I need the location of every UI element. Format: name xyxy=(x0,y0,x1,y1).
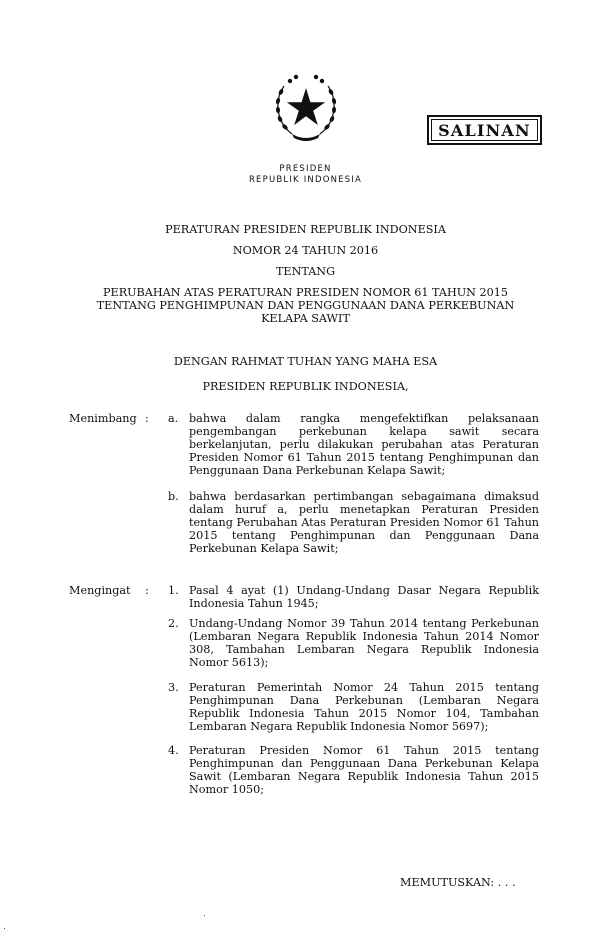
mengingat-marker-4: 4. xyxy=(168,744,179,757)
mengingat-colon: : xyxy=(145,584,149,597)
preamble-divine: DENGAN RAHMAT TUHAN YANG MAHA ESA xyxy=(173,355,438,368)
scan-speck xyxy=(204,915,205,916)
office-republic: REPUBLIK INDONESIA xyxy=(248,175,363,185)
mengingat-marker-2: 2. xyxy=(168,617,179,630)
title-subject-3: KELAPA SAWIT xyxy=(261,312,350,325)
mengingat-item-3: Peraturan Pemerintah Nomor 24 Tahun 2015 tentang Penghimpunan Dana Perkebunan (Lembaran Negara Republik Indonesia Tahun 2015 Nomor 104, Tambahan Lembaran Negara Republik Indonesia Nomor 5697); xyxy=(189,681,539,733)
salinan-stamp xyxy=(427,115,542,145)
menimbang-label: Menimbang xyxy=(69,412,137,425)
menimbang-marker-a: a. xyxy=(168,412,179,425)
mengingat-item-1: Pasal 4 ayat (1) Undang-Undang Dasar Negara Republik Indonesia Tahun 1945; xyxy=(189,584,539,610)
mengingat-marker-1: 1. xyxy=(168,584,179,597)
mengingat-label: Mengingat xyxy=(69,584,131,597)
mengingat-item-4: Peraturan Presiden Nomor 61 Tahun 2015 tentang Penghimpunan dan Penggunaan Dana Perkebunan Kelapa Sawit (Lembaran Negara Republik Indonesia Tahun 2015 Nomor 1050; xyxy=(189,744,539,796)
scan-speck xyxy=(4,928,5,929)
mengingat-marker-3: 3. xyxy=(168,681,179,694)
title-subject-2: TENTANG PENGHIMPUNAN DAN PENGGUNAAN DANA PERKEBUNAN xyxy=(96,299,515,312)
preamble-president: PRESIDEN REPUBLIK INDONESIA, xyxy=(202,380,409,393)
continuation-marker: MEMUTUSKAN: . . . xyxy=(400,876,516,889)
mengingat-item-2: Undang-Undang Nomor 39 Tahun 2014 tentang Perkebunan (Lembaran Negara Republik Indonesia Tahun 2014 Nomor 308, Tambahan Lembaran Negara Republik Indonesia Nomor 5613); xyxy=(189,617,539,669)
menimbang-item-a: bahwa dalam rangka mengefektifkan pelaksanaan pengembangan perkebunan kelapa sawit secara berkelanjutan, perlu dilakukan perubahan atas Peraturan Presiden Nomor 61 Tahun 2015 tentang Penghimpunan dan Penggunaan Dana Perkebunan Kelapa Sawit; xyxy=(189,412,539,477)
garuda-emblem-icon xyxy=(268,72,344,144)
title-subject-1: PERUBAHAN ATAS PERATURAN PRESIDEN NOMOR 61 TAHUN 2015 xyxy=(103,286,508,299)
menimbang-colon: : xyxy=(145,412,149,425)
menimbang-marker-b: b. xyxy=(168,490,179,503)
office-president: PRESIDEN xyxy=(279,164,332,174)
title-number: NOMOR 24 TAHUN 2016 xyxy=(232,244,379,257)
title-about: TENTANG xyxy=(275,265,336,278)
menimbang-item-b: bahwa berdasarkan pertimbangan sebagaimana dimaksud dalam huruf a, perlu menetapkan Peraturan Presiden tentang Perubahan Atas Peraturan Presiden Nomor 61 Tahun 2015 tentang Penghimpunan dan Penggunaan Dana Perkebunan Kelapa Sawit; xyxy=(189,490,539,555)
salinan-stamp-text: SALINAN xyxy=(438,120,531,140)
title-regulation: PERATURAN PRESIDEN REPUBLIK INDONESIA xyxy=(165,223,446,236)
